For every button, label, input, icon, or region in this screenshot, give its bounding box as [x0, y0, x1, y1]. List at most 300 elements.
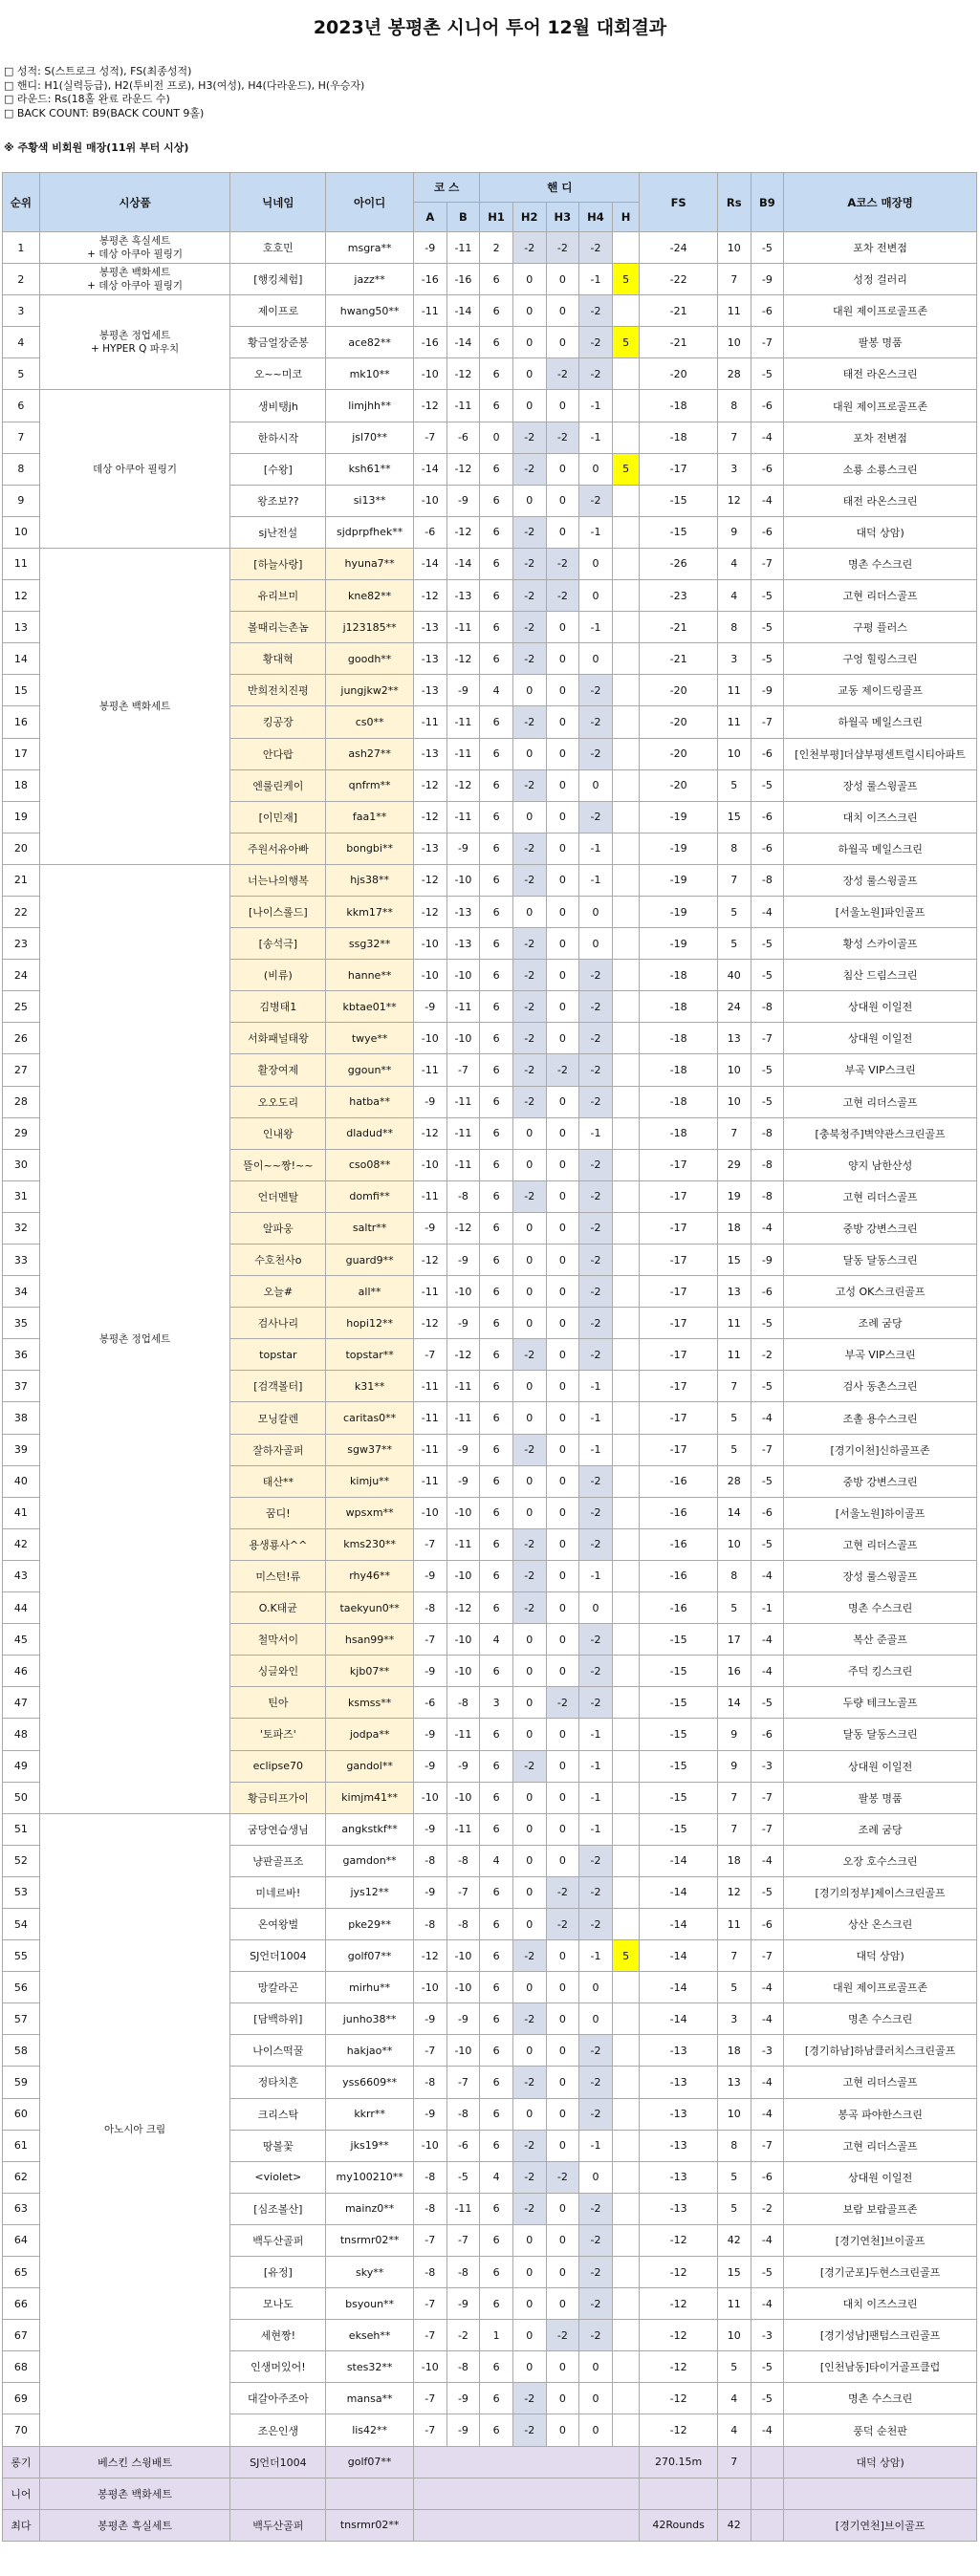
fs: -14	[640, 1876, 718, 1908]
course-a: -7	[413, 2320, 446, 2351]
h1: 6	[480, 516, 513, 548]
id: cs0**	[326, 706, 414, 738]
b9: -5	[751, 769, 784, 801]
h3: 0	[546, 1940, 579, 1972]
nickname: 망칼라곤	[230, 1972, 326, 2003]
h1: 6	[480, 390, 513, 422]
h2: 0	[512, 295, 546, 327]
h1: 6	[480, 2351, 513, 2383]
b9: -7	[751, 548, 784, 579]
id: qnfrm**	[326, 769, 414, 801]
header-b: B	[446, 203, 480, 232]
h3: 0	[546, 1402, 579, 1434]
fs: -20	[640, 738, 718, 769]
h4: 0	[579, 1592, 613, 1624]
b9: -5	[751, 960, 784, 991]
rank: 67	[3, 2320, 40, 2351]
rs: 18	[717, 1212, 751, 1244]
h	[612, 1212, 640, 1244]
h2: 0	[512, 1117, 546, 1149]
h	[612, 991, 640, 1023]
fs: -14	[640, 2003, 718, 2035]
h4: -1	[579, 516, 613, 548]
h	[612, 1560, 640, 1591]
h	[612, 738, 640, 769]
b9: -4	[751, 2288, 784, 2320]
rs: 7	[717, 1813, 751, 1845]
h4: 0	[579, 643, 613, 675]
course-a: -10	[413, 1023, 446, 1054]
b9: -5	[751, 1371, 784, 1402]
nickname: 서화패널태왕	[230, 1023, 326, 1054]
results-body	[3, 232, 977, 2542]
h1: 6	[480, 1117, 513, 1149]
course-a: -7	[413, 422, 446, 453]
h2: 0	[512, 1845, 546, 1876]
rs: 5	[717, 2161, 751, 2193]
h	[612, 2414, 640, 2446]
course-a: -10	[413, 1782, 446, 1813]
course-b: -11	[446, 1117, 480, 1149]
rs: 13	[717, 1276, 751, 1308]
course-a: -11	[413, 1402, 446, 1434]
h4: 0	[579, 2161, 613, 2193]
rs: 4	[717, 580, 751, 612]
h3: 0	[546, 485, 579, 516]
id: stes32**	[326, 2351, 414, 2383]
rs: 11	[717, 295, 751, 327]
h3: 0	[546, 1276, 579, 1308]
h3: 0	[546, 1465, 579, 1497]
table-row	[3, 232, 977, 264]
h	[612, 2003, 640, 2035]
nickname: eclipse70	[230, 1750, 326, 1782]
course-b: -10	[446, 960, 480, 991]
bonus-prize: 봉평촌 흑실세트	[39, 2509, 230, 2541]
rs: 5	[717, 928, 751, 960]
course-b: -11	[446, 612, 480, 643]
h3: 0	[546, 643, 579, 675]
h3: 0	[546, 928, 579, 960]
b9: -4	[751, 896, 784, 927]
nickname: 싱글와인	[230, 1656, 326, 1687]
course-b: -11	[446, 232, 480, 264]
rank: 50	[3, 1782, 40, 1813]
h3: -2	[546, 2320, 579, 2351]
fs: -18	[640, 1086, 718, 1117]
h1: 6	[480, 1339, 513, 1371]
id: topstar**	[326, 1339, 414, 1371]
course-b: -14	[446, 327, 480, 358]
h2: -2	[512, 548, 546, 579]
h3: -2	[546, 1908, 579, 1939]
course-a: -12	[413, 1308, 446, 1339]
b9: -5	[751, 2351, 784, 2383]
store: 대원 제이프로골프존	[784, 1972, 977, 2003]
h2: -2	[512, 1528, 546, 1560]
rank: 64	[3, 2224, 40, 2256]
course-a: -10	[413, 960, 446, 991]
rs: 10	[717, 2098, 751, 2130]
rank: 11	[3, 548, 40, 579]
h2: 0	[512, 390, 546, 422]
b9: -7	[751, 706, 784, 738]
h3: 0	[546, 1371, 579, 1402]
h4: -2	[579, 1624, 613, 1656]
course-a: -12	[413, 1940, 446, 1972]
h3: 0	[546, 2224, 579, 2256]
store: 달동 달동스크린	[784, 1719, 977, 1750]
h1: 6	[480, 1497, 513, 1528]
h2: 0	[512, 1308, 546, 1339]
h1: 6	[480, 1782, 513, 1813]
h3: 0	[546, 2414, 579, 2446]
rs: 29	[717, 1149, 751, 1180]
h2: -2	[512, 706, 546, 738]
h4: -2	[579, 1656, 613, 1687]
fs: -12	[640, 2257, 718, 2288]
store: 상대원 이일전	[784, 1023, 977, 1054]
h	[612, 1308, 640, 1339]
fs: -16	[640, 1528, 718, 1560]
rs: 10	[717, 1528, 751, 1560]
h2: -2	[512, 1054, 546, 1086]
h4: -1	[579, 1371, 613, 1402]
fs: -17	[640, 1212, 718, 1244]
bonus-blank	[413, 2509, 639, 2541]
h1: 6	[480, 2098, 513, 2130]
nickname: 볼때리는촌놈	[230, 612, 326, 643]
nickname: [유정]	[230, 2257, 326, 2288]
id: jys12**	[326, 1876, 414, 1908]
course-b: -9	[446, 1245, 480, 1276]
h1: 6	[480, 1940, 513, 1972]
nickname: 오늘#	[230, 1276, 326, 1308]
fs: -12	[640, 2224, 718, 2256]
store: 하월곡 메일스크린	[784, 706, 977, 738]
course-b: -12	[446, 453, 480, 485]
id: kkm17**	[326, 896, 414, 927]
h3: -2	[546, 1876, 579, 1908]
rank: 10	[3, 516, 40, 548]
course-a: -6	[413, 516, 446, 548]
course-a: -9	[413, 1086, 446, 1117]
h1: 6	[480, 1719, 513, 1750]
course-b: -10	[446, 2035, 480, 2067]
h1: 6	[480, 896, 513, 927]
rs: 7	[717, 1117, 751, 1149]
h2: -2	[512, 769, 546, 801]
store: 장성 룰스윙골프	[784, 1560, 977, 1591]
id: rhy46**	[326, 1560, 414, 1591]
rs: 11	[717, 706, 751, 738]
rs: 5	[717, 2193, 751, 2224]
h	[612, 833, 640, 864]
id: hsan99**	[326, 1624, 414, 1656]
store: 달동 달동스크린	[784, 1245, 977, 1276]
h1: 1	[480, 2320, 513, 2351]
h4: -2	[579, 1149, 613, 1180]
nickname: O.K태균	[230, 1592, 326, 1624]
fs: -18	[640, 1023, 718, 1054]
rs: 9	[717, 516, 751, 548]
h2: -2	[512, 960, 546, 991]
rank: 37	[3, 1371, 40, 1402]
rs: 5	[717, 1972, 751, 2003]
rs: 5	[717, 1402, 751, 1434]
id: bongbi**	[326, 833, 414, 864]
h2: 0	[512, 1908, 546, 1939]
h2: 0	[512, 2035, 546, 2067]
h	[612, 1371, 640, 1402]
rs: 5	[717, 1434, 751, 1465]
rank: 62	[3, 2161, 40, 2193]
course-b: -10	[446, 1782, 480, 1813]
b9: -4	[751, 1212, 784, 1244]
rs: 10	[717, 738, 751, 769]
store: [서울노원]하이골프	[784, 1497, 977, 1528]
course-b: -8	[446, 2351, 480, 2383]
rs: 11	[717, 675, 751, 706]
course-b: -8	[446, 2257, 480, 2288]
rank: 36	[3, 1339, 40, 1371]
course-a: -7	[413, 1624, 446, 1656]
id: sgw37**	[326, 1434, 414, 1465]
course-b: -8	[446, 1908, 480, 1939]
h4: 0	[579, 896, 613, 927]
rank: 27	[3, 1054, 40, 1086]
b9: -4	[751, 2224, 784, 2256]
h2: -2	[512, 1086, 546, 1117]
h4: -1	[579, 1750, 613, 1782]
fs: -17	[640, 1371, 718, 1402]
rank: 30	[3, 1149, 40, 1180]
store: [서울노원]파인골프	[784, 896, 977, 927]
h2: 0	[512, 2098, 546, 2130]
store: 상대원 이일전	[784, 991, 977, 1023]
h	[612, 516, 640, 548]
h4: -2	[579, 1276, 613, 1308]
fs: -15	[640, 1656, 718, 1687]
nickname: 잘하자골퍼	[230, 1434, 326, 1465]
course-a: -9	[413, 232, 446, 264]
nickname: 온여왕벌	[230, 1908, 326, 1939]
h1: 3	[480, 1687, 513, 1719]
table-row	[3, 390, 977, 422]
h	[612, 1656, 640, 1687]
h4: -2	[579, 1528, 613, 1560]
nickname: 정타치흔	[230, 2067, 326, 2098]
rank: 41	[3, 1497, 40, 1528]
course-b: -7	[446, 2224, 480, 2256]
rs: 28	[717, 1465, 751, 1497]
fs: -22	[640, 264, 718, 295]
h	[612, 1086, 640, 1117]
h2: -2	[512, 1180, 546, 1212]
nickname: 모나도	[230, 2288, 326, 2320]
rank: 44	[3, 1592, 40, 1624]
h1: 6	[480, 358, 513, 390]
rs: 5	[717, 2351, 751, 2383]
h2: -2	[512, 2383, 546, 2414]
h1: 6	[480, 2224, 513, 2256]
fs: -18	[640, 991, 718, 1023]
header-course: 코 스	[413, 173, 479, 203]
store: 교동 제이드링골프	[784, 675, 977, 706]
h4: -1	[579, 1940, 613, 1972]
h3: -2	[546, 548, 579, 579]
fs: -16	[640, 1592, 718, 1624]
course-b: -12	[446, 643, 480, 675]
rank: 13	[3, 612, 40, 643]
rank: 35	[3, 1308, 40, 1339]
rs: 15	[717, 1245, 751, 1276]
course-b: -12	[446, 358, 480, 390]
id: mansa**	[326, 2383, 414, 2414]
h1: 6	[480, 1086, 513, 1117]
store: 성정 걸러리	[784, 264, 977, 295]
course-a: -8	[413, 2161, 446, 2193]
h2: 0	[512, 2257, 546, 2288]
table-row	[3, 864, 977, 896]
h2: 0	[512, 738, 546, 769]
fs: -15	[640, 516, 718, 548]
h3: 0	[546, 2257, 579, 2288]
h	[612, 612, 640, 643]
h	[612, 1465, 640, 1497]
course-a: -12	[413, 801, 446, 833]
store: 두량 테크노골프	[784, 1687, 977, 1719]
store: 명촌 수스크린	[784, 548, 977, 579]
h3: 0	[546, 1624, 579, 1656]
h1: 6	[480, 1023, 513, 1054]
b9: -6	[751, 516, 784, 548]
store: [경기군포]두현스크린골프	[784, 2257, 977, 2288]
h4: 0	[579, 769, 613, 801]
course-a: -9	[413, 2003, 446, 2035]
course-b: -9	[446, 2288, 480, 2320]
h1: 6	[480, 2130, 513, 2161]
fs: -18	[640, 960, 718, 991]
nickname: 모닝칼렌	[230, 1402, 326, 1434]
h: 5	[612, 327, 640, 358]
store: 황성 스카이골프	[784, 928, 977, 960]
h3: 0	[546, 1339, 579, 1371]
course-b: -11	[446, 1528, 480, 1560]
store: 포차 전변점	[784, 232, 977, 264]
course-a: -10	[413, 485, 446, 516]
bonus-row	[3, 2478, 977, 2509]
id: kjb07**	[326, 1656, 414, 1687]
store: 태전 라온스크린	[784, 485, 977, 516]
id: msgra**	[326, 232, 414, 264]
course-b: -11	[446, 706, 480, 738]
course-a: -7	[413, 1339, 446, 1371]
h3: 0	[546, 1972, 579, 2003]
course-a: -9	[413, 1750, 446, 1782]
course-a: -7	[413, 2414, 446, 2446]
bonus-prize: 봉평촌 백화세트	[39, 2478, 230, 2509]
h	[612, 358, 640, 390]
rs: 4	[717, 2383, 751, 2414]
rs: 16	[717, 1656, 751, 1687]
b9: -5	[751, 232, 784, 264]
rs: 28	[717, 358, 751, 390]
store: 조촐 용수스크린	[784, 1402, 977, 1434]
nickname: [검객볼터]	[230, 1371, 326, 1402]
course-b: -10	[446, 1624, 480, 1656]
h2: 0	[512, 2351, 546, 2383]
h1: 6	[480, 1876, 513, 1908]
h4: -2	[579, 2193, 613, 2224]
rs: 15	[717, 801, 751, 833]
id: k31**	[326, 1371, 414, 1402]
rs: 10	[717, 327, 751, 358]
course-b: -13	[446, 580, 480, 612]
h1: 6	[480, 1813, 513, 1845]
b9: -6	[751, 1719, 784, 1750]
course-a: -9	[413, 1212, 446, 1244]
b9: -5	[751, 358, 784, 390]
course-b: -9	[446, 1308, 480, 1339]
course-a: -13	[413, 612, 446, 643]
course-a: -11	[413, 1434, 446, 1465]
h1: 6	[480, 2288, 513, 2320]
id: gamdon**	[326, 1845, 414, 1876]
course-b: -6	[446, 2130, 480, 2161]
nickname: (비류)	[230, 960, 326, 991]
h	[612, 1972, 640, 2003]
course-a: -7	[413, 2383, 446, 2414]
course-b: -11	[446, 1813, 480, 1845]
store: 오장 호수스크린	[784, 1845, 977, 1876]
fs: -16	[640, 1465, 718, 1497]
course-a: -8	[413, 2067, 446, 2098]
rank: 63	[3, 2193, 40, 2224]
nickname: 꿈디!	[230, 1497, 326, 1528]
fs: -20	[640, 675, 718, 706]
rs: 9	[717, 1719, 751, 1750]
course-b: -11	[446, 801, 480, 833]
id: mirhu**	[326, 1972, 414, 2003]
h2: -2	[512, 1750, 546, 1782]
course-b: -9	[446, 833, 480, 864]
h2: -2	[512, 2193, 546, 2224]
course-b: -11	[446, 1371, 480, 1402]
course-b: -9	[446, 675, 480, 706]
b9: -7	[751, 1813, 784, 1845]
course-b: -11	[446, 1402, 480, 1434]
h1: 6	[480, 580, 513, 612]
id: sjdprpfhek**	[326, 516, 414, 548]
h	[612, 1245, 640, 1276]
h3: 0	[546, 327, 579, 358]
b9: -9	[751, 1245, 784, 1276]
course-b: -10	[446, 1940, 480, 1972]
prize-cell: 봉평촌 백화세트 + 데상 아쿠아 필링기	[39, 264, 230, 295]
h4: -2	[579, 1212, 613, 1244]
course-a: -13	[413, 738, 446, 769]
h4: -1	[579, 612, 613, 643]
course-a: -13	[413, 643, 446, 675]
header-h4: H4	[579, 203, 613, 232]
rank: 24	[3, 960, 40, 991]
h2: -2	[512, 833, 546, 864]
rs: 17	[717, 1624, 751, 1656]
rs: 40	[717, 960, 751, 991]
rank: 69	[3, 2383, 40, 2414]
bonus-row	[3, 2509, 977, 2541]
